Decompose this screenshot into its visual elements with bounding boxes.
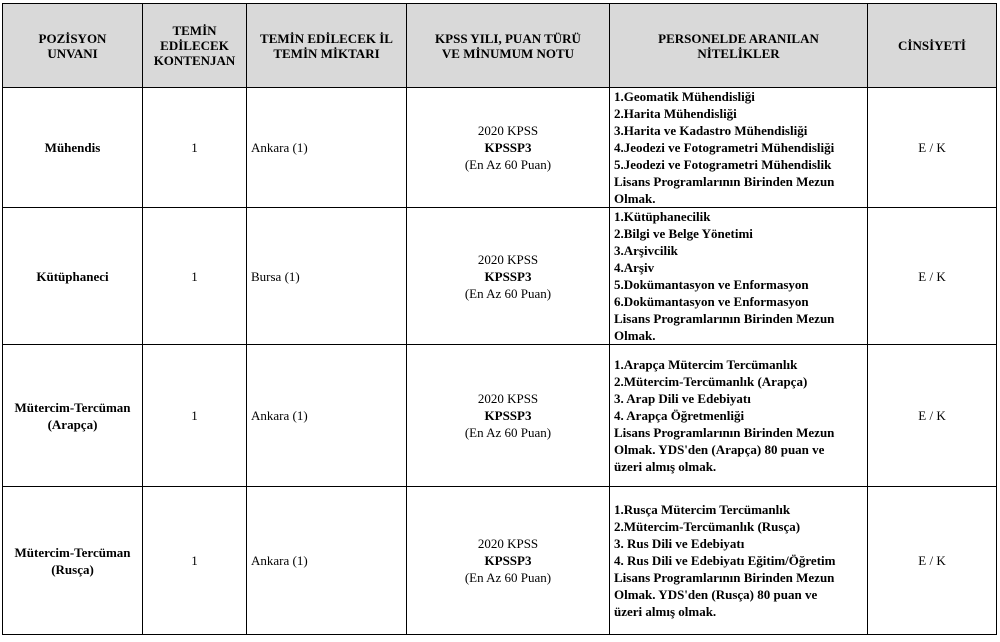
header-position: POZİSYON UNVANI (3, 4, 143, 88)
quota-cell: 1 (143, 487, 247, 635)
positions-table (2, 3, 997, 635)
header-row (3, 4, 997, 88)
header-qualifications: PERSONELDE ARANILAN NİTELİKLER (610, 4, 868, 88)
gender-cell: E / K (868, 345, 997, 487)
gender-cell: E / K (868, 487, 997, 635)
position-cell: Mühendis (3, 88, 143, 208)
kpss-cell: 2020 KPSS KPSSP3 (En Az 60 Puan) (407, 88, 610, 208)
table-row (3, 88, 997, 208)
header-city: TEMİN EDİLECEK İL TEMİN MİKTARI (247, 4, 407, 88)
header-quota: TEMİN EDİLECEK KONTENJAN (143, 4, 247, 88)
city-cell: Ankara (1) (247, 487, 407, 635)
city-cell: Bursa (1) (247, 208, 407, 345)
table-row (3, 487, 997, 635)
gender-cell: E / K (868, 88, 997, 208)
kpss-cell: 2020 KPSS KPSSP3 (En Az 60 Puan) (407, 208, 610, 345)
position-cell: Kütüphaneci (3, 208, 143, 345)
table-row (3, 345, 997, 487)
quota-cell: 1 (143, 345, 247, 487)
kpss-cell: 2020 KPSS KPSSP3 (En Az 60 Puan) (407, 345, 610, 487)
qualifications-cell: 1.Kütüphanecilik 2.Bilgi ve Belge Yönetimi 3.Arşivcilik 4.Arşiv 5.Dokümantasyon ve Enformasyon 6.Dokümantasyon ve Enformasyon Lisans Programlarının Birinden Mezun Olmak. (610, 208, 868, 345)
kpss-cell: 2020 KPSS KPSSP3 (En Az 60 Puan) (407, 487, 610, 635)
table-row (3, 208, 997, 345)
gender-cell: E / K (868, 208, 997, 345)
city-cell: Ankara (1) (247, 345, 407, 487)
city-cell: Ankara (1) (247, 88, 407, 208)
position-cell: Mütercim-Tercüman (Arapça) (3, 345, 143, 487)
qualifications-cell: 1.Arapça Mütercim Tercümanlık 2.Mütercim-Tercümanlık (Arapça) 3. Arap Dili ve Edebiyatı 4. Arapça Öğretmenliği Lisans Programlarının Birinden Mezun Olmak. YDS'den (Arapça) 80 puan ve üzeri almış olmak. (610, 345, 868, 487)
qualifications-cell: 1.Geomatik Mühendisliği 2.Harita Mühendisliği 3.Harita ve Kadastro Mühendisliği 4.Jeodezi ve Fotogrametri Mühendisliği 5.Jeodezi ve Fotogrametri Mühendislik Lisans Programlarının Birinden Mezun Olmak. (610, 88, 868, 208)
qualifications-cell: 1.Rusça Mütercim Tercümanlık 2.Mütercim-Tercümanlık (Rusça) 3. Rus Dili ve Edebiyatı 4. Rus Dili ve Edebiyatı Eğitim/Öğretim Lisans Programlarının Birinden Mezun Olmak. YDS'den (Rusça) 80 puan ve üzeri almış olmak. (610, 487, 868, 635)
quota-cell: 1 (143, 208, 247, 345)
header-gender: CİNSİYETİ (868, 4, 997, 88)
position-cell: Mütercim-Tercüman (Rusça) (3, 487, 143, 635)
quota-cell: 1 (143, 88, 247, 208)
header-kpss: KPSS YILI, PUAN TÜRÜ VE MİNUMUM NOTU (407, 4, 610, 88)
